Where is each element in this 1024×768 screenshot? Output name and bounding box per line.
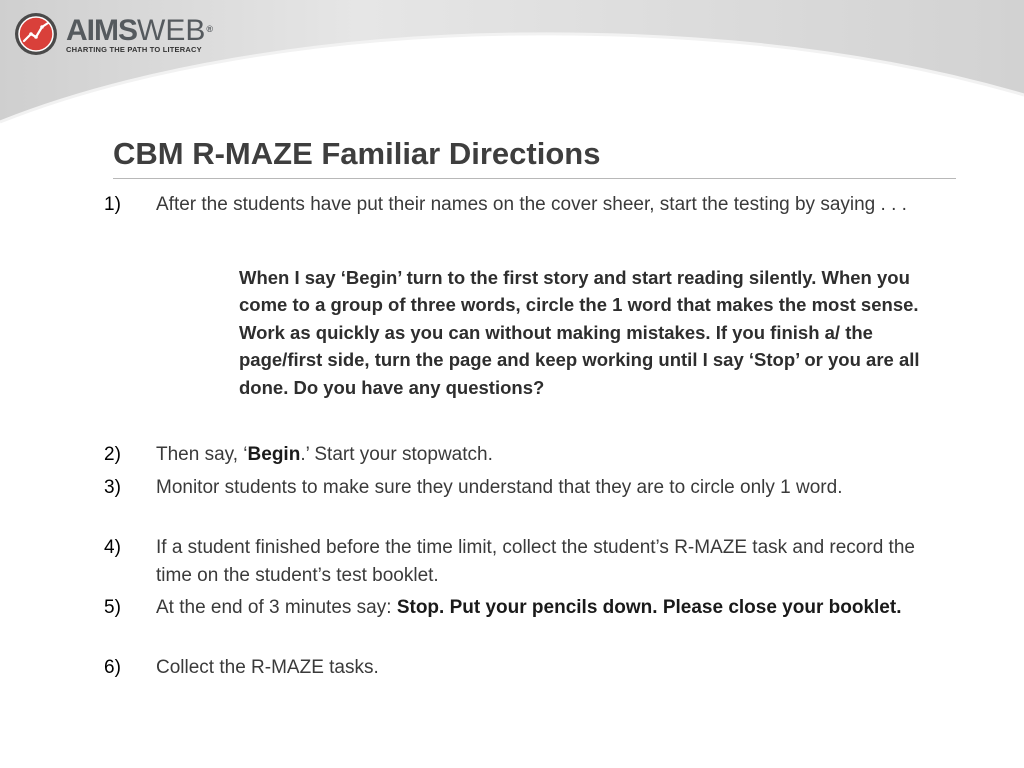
item-text: If a student finished before the time limit, collect the student’s R-MAZE task and record the time on the student’s test booklet.	[156, 537, 915, 586]
item-number: 1)	[104, 194, 121, 215]
logo-chart-icon	[14, 12, 58, 56]
aimsweb-logo	[14, 12, 224, 58]
item-text: Collect the R-MAZE tasks.	[156, 657, 379, 678]
title-divider	[113, 178, 956, 179]
item-number: 3)	[104, 477, 121, 498]
slide-title: CBM R-MAZE Familiar Directions	[113, 136, 601, 171]
item-number: 6)	[104, 657, 121, 678]
item-text: At the end of 3 minutes say: Stop. Put your pencils down. Please close your booklet.	[156, 597, 902, 618]
item-text: Then say, ‘Begin.’ Start your stopwatch.	[156, 444, 493, 465]
item-text: Monitor students to make sure they understand that they are to circle only 1 word.	[156, 477, 843, 498]
item-number: 5)	[104, 597, 121, 618]
item-text: After the students have put their names on the cover sheer, start the testing by saying . . .	[156, 194, 907, 215]
emphasis-stop: Stop. Put your pencils down. Please close your booklet.	[396, 597, 902, 618]
logo-wordmark: AIMSWEB®	[66, 14, 212, 47]
directions-script: When I say ‘Begin’ turn to the first story and start reading silently. When you come to a group of three words, circle the 1 word that makes the most sense. Work as quickly as you can without making mistakes. If you finish a/ the page/first side, turn the page and keep working until I say ‘Stop’ or you are all done. Do you have any questions?	[239, 267, 920, 398]
logo-tagline: CHARTING THE PATH TO LITERACY	[66, 45, 202, 54]
item-number: 4)	[104, 537, 121, 558]
emphasis-begin: Begin	[247, 444, 301, 465]
item-number: 2)	[104, 444, 121, 465]
